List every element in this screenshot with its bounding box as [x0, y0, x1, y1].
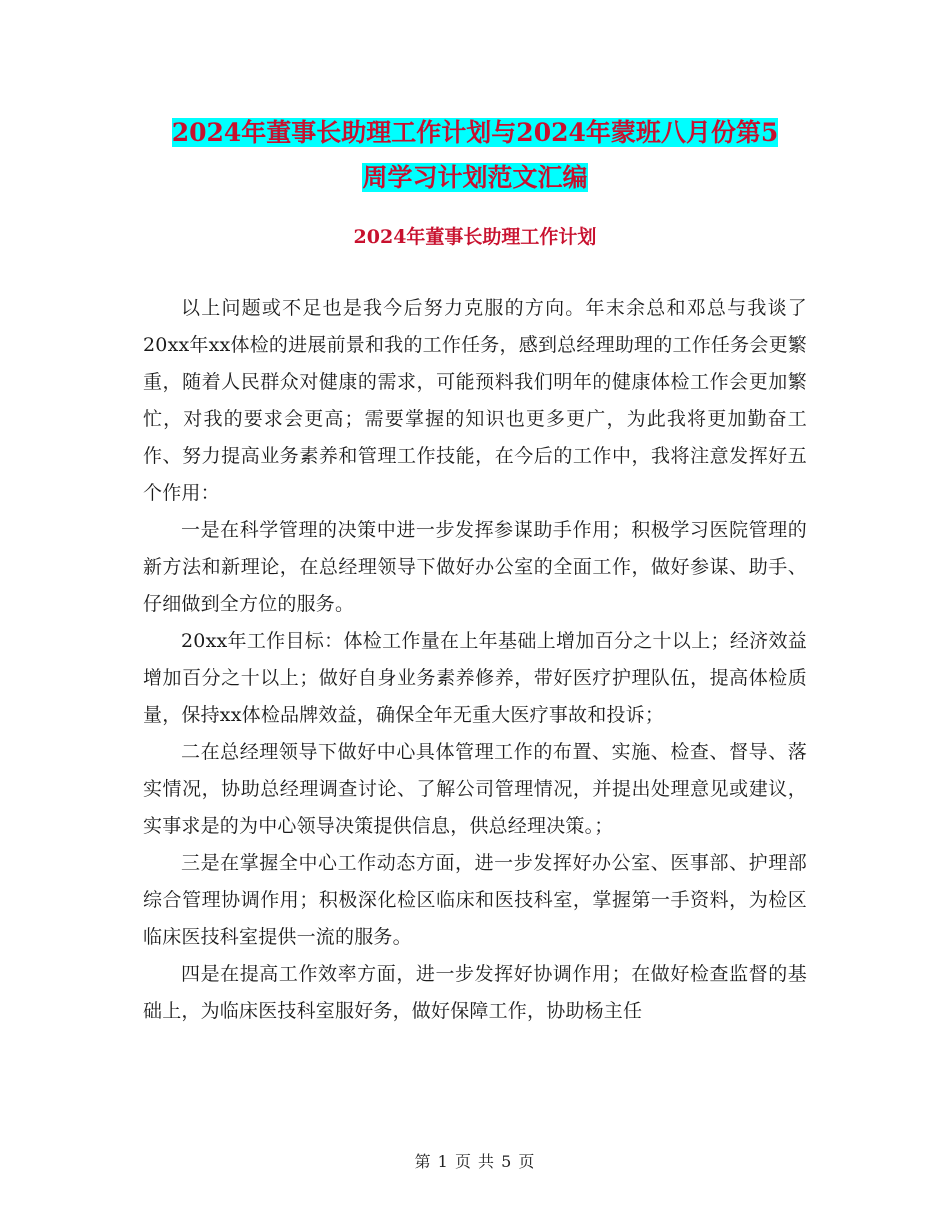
page-footer: 第 1 页 共 5 页	[414, 1152, 536, 1171]
paragraph: 四是在提高工作效率方面，进一步发挥好协调作用；在做好检查监督的基础上，为临床医技科室服好务，做好保障工作，协助杨主任	[143, 963, 807, 1022]
paragraph: 20xx年工作目标：体检工作量在上年基础上增加百分之十以上；经济效益增加百分之十以上；做好自身业务素养修养，带好医疗护理队伍，提高体检质量，保持xx体检品牌效益，确保全年无重大医疗事故和投诉；	[143, 630, 807, 726]
paragraph: 三是在掌握全中心工作动态方面，进一步发挥好办公室、医事部、护理部综合管理协调作用；积极深化检区临床和医技科室，掌握第一手资料，为检区临床医技科室提供一流的服务。	[143, 852, 807, 948]
paragraph: 二在总经理领导下做好中心具体管理工作的布置、实施、检查、督导、落实情况，协助总经理调查讨论、了解公司管理情况，并提出处理意见或建议，实事求是的为中心领导决策提供信息，供总经理决策。；	[143, 741, 807, 837]
section-heading: 2024年董事长助理工作计划	[353, 226, 597, 248]
title-line-2: 周学习计划范文汇编	[362, 163, 588, 192]
title-line-1: 2024年董事长助理工作计划与2024年蒙班八月份第5	[171, 118, 779, 147]
paragraph: 一是在科学管理的决策中进一步发挥参谋助手作用；积极学习医院管理的新方法和新理论，在总经理领导下做好办公室的全面工作，做好参谋、助手、仔细做到全方位的服务。	[143, 519, 807, 615]
paragraph: 以上问题或不足也是我今后努力克服的方向。年末余总和邓总与我谈了20xx年xx体检的进展前景和我的工作任务，感到总经理助理的工作任务会更繁重，随着人民群众对健康的需求，可能预料我们明年的健康体检工作会更加繁忙，对我的要求会更高；需要掌握的知识也更多更广，为此我将更加勤奋工作、努力提高业务素养和管理工作技能，在今后的工作中，我将注意发挥好五个作用：	[143, 297, 807, 504]
document-title	[145, 110, 805, 200]
document-body	[143, 290, 807, 1030]
